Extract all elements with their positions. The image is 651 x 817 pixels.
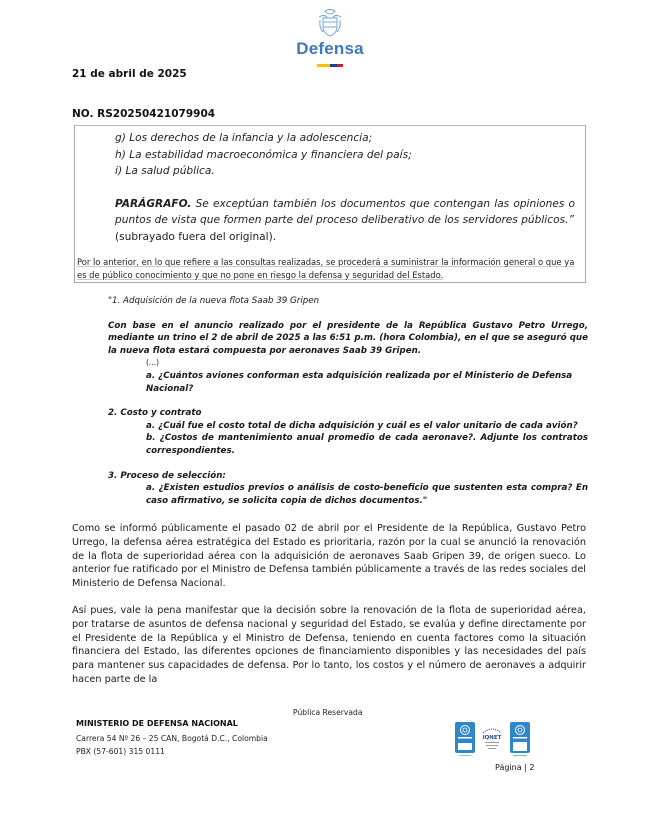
footer-phone: PBX (57-601) 315 0111 [76,746,165,756]
classification-label: Pública Reservada [293,708,363,717]
paragrafo-label: PARÁGRAFO. [115,197,192,210]
quoted-text-box [74,125,586,283]
paragrafo-paragraph [115,196,575,229]
document-date: 21 de abril de 2025 [72,68,187,80]
section-1-title: "1. Adquisición de la nueva flota Saab 39 Gripen [108,296,320,306]
quote-item: h) La estabilidad macroeconómica y financiera del país; [115,148,412,161]
footer-ministry: MINISTERIO DE DEFENSA NACIONAL [76,719,238,728]
flag-blue [330,64,337,67]
section-1-question-a: a. ¿Cuántos aviones conforman esta adquisición realizada por el Ministerio de Defensa Nacional? [146,370,573,394]
section-3-title: 3. Proceso de selección: [108,470,226,481]
iqnet-icon [479,724,505,756]
flag-yellow [317,64,330,67]
petition-quote [108,295,588,507]
section-1-body: Con base en el anuncio realizado por el presidente de la República Gustavo Petro Urrego, mediante un trino el 2 de abril de 2025 a las 6:51 p.m. (hora Colombia), en el que se aseguró que la nueva flota estará compuesta por aeronaves Saab 39 Gripen. [108,320,588,356]
icontec-iso-9001-icon [455,722,475,758]
page-number: Página | 2 [495,763,535,772]
section-2-question-b: b. ¿Costos de mantenimiento anual promedio de cada aeronave?. Adjunte los contratos correspondientes. [146,433,588,456]
document-reference: NO. RS20250421079904 [72,108,216,120]
quote-item: g) Los derechos de la infancia y la adolescencia; [115,132,373,144]
section-2-question-a: a. ¿Cuál fue el costo total de dicha adquisición y cuál es el valor unitario de cada avión? [146,420,578,431]
footer-address: Carrera 54 Nº 26 – 25 CAN, Bogotá D.C., Colombia [76,734,268,743]
section-2-title: 2. Costo y contrato [108,408,202,419]
flag-red [337,64,343,67]
icontec-iso-iec-27001-icon [510,722,530,758]
paragrafo-text: Se exceptúan también los documentos que contengan las opiniones o puntos de vista que formen parte del proceso deliberativo de los servidores públicos.” [115,197,575,226]
body-paragraph-2: Así pues, vale la pena manifestar que la decisión sobre la renovación de la flota de superioridad aérea, por tratarse de asuntos de defensa nacional y seguridad del Estado, se evalúa y define directamente por el Presidente de la República y el Ministro de Defensa, teniendo en cuenta factores como la situación financiera del Estado, las diferentes opciones de financiamiento disponibles y las necesidades del país para mantener sus capacidades de defensa. Por lo tanto, los costos y el número de aeronaves a adquirir hacen parte de la [72,605,586,685]
body-paragraph-1: Como se informó públicamente el pasado 02 de abril por el Presidente de la República, Gustavo Petro Urrego, la defensa aérea estratégica del Estado es prioritaria, razón por la cual se anunció la renovación de la flota de superioridad aérea con la adquisición de aeronaves Saab Gripen 39, de origen sueco. Lo anterior fue ratificado por el Ministro de Defensa también públicamente a través de las redes sociales del Ministerio de Defensa Nacional. [72,523,586,590]
quoted-legal-text [115,130,575,245]
logo-text: Defensa [296,39,364,58]
paragrafo-note: (subrayado fuera del original). [115,230,277,243]
conclusion-note: Por lo anterior, en lo que refiere a las consultas realizadas, se procederá a suministrar la información general o que ya es de público conocimiento y que no pone en riesgo la defensa y seguridad del Estado. [77,257,575,280]
footer-address-block [76,733,268,758]
svg-text:IQNET: IQNET [482,735,502,741]
defensa-logo [260,8,400,67]
quote-item: i) La salud pública. [115,165,215,177]
section-3-question-a: a. ¿Existen estudios previos o análisis de costo-beneficio que sustenten esta compra? En caso afirmativo, se solicita copia de dichos documentos." [146,483,588,506]
certification-logos [455,722,545,760]
flag-bar [317,64,343,67]
coat-of-arms-icon [317,8,343,38]
ellipsis: (...) [146,358,160,368]
